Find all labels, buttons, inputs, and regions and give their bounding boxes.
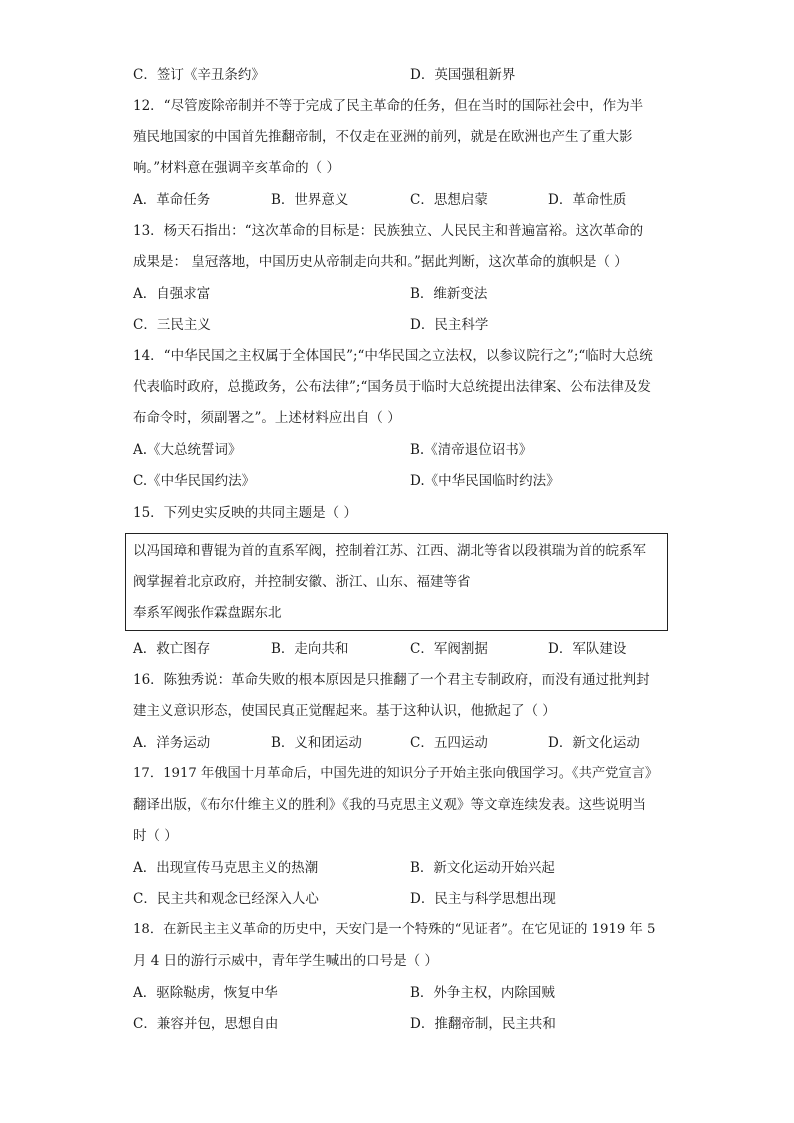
q15-stem-line-1: 15．下列史实反映的共同主题是（ ） bbox=[133, 505, 357, 521]
q11-option-c: C．签订《辛丑条约》 bbox=[133, 67, 265, 83]
q11-option-d: D．英国强租新界 bbox=[410, 67, 516, 83]
q16-option-b: B．义和团运动 bbox=[271, 735, 362, 751]
q14-stem-line-1: 14．“中华民国之主权属于全体国民”;“中华民国之立法权，以参议院行之”;“临时大总统 bbox=[133, 348, 653, 364]
q18-stem-line-1: 18．在新民主主义革命的历史中，天安门是一个特殊的“见证者”。在它见证的 1919 年 5 bbox=[133, 922, 656, 937]
q14-stem-line-3: 布命令时，须副署之”。上述材料应出自（ ） bbox=[133, 410, 401, 426]
q15-option-c: C．军阀割据 bbox=[410, 641, 488, 657]
q13-stem-line-2: 成果是： 皇冠落地，中国历史从帝制走向共和。”据此判断，这次革命的旗帜是（ ） bbox=[133, 254, 628, 270]
q17-option-b: B．新文化运动开始兴起 bbox=[410, 860, 555, 876]
q16-option-d: D．新文化运动 bbox=[548, 735, 640, 751]
q13-option-d: D．民主科学 bbox=[410, 317, 489, 333]
q15-material-box bbox=[125, 533, 668, 631]
q12-stem-line-1: 12．“尽管废除帝制并不等于完成了民主革命的任务，但在当时的国际社会中，作为半 bbox=[133, 98, 644, 114]
q12-stem-line-2: 殖民地国家的中国首先推翻帝制，不仅走在亚洲的前列，就是在欧洲也产生了重大影 bbox=[133, 129, 633, 145]
q16-stem-line-2: 建主义意识形态，使国民真正觉醒起来。基于这种认识，他掀起了（ ） bbox=[133, 703, 556, 719]
q14-option-c: C.《中华民国约法》 bbox=[133, 473, 256, 489]
q13-option-b: B．维新变法 bbox=[410, 286, 488, 302]
q18-option-b: B．外争主权，内除国贼 bbox=[410, 985, 555, 1001]
q14-stem-line-2: 代表临时政府，总揽政务，公布法律”;“国务员于临时大总统提出法律案、公布法律及发 bbox=[133, 379, 651, 395]
q12-option-d: D．革命性质 bbox=[548, 192, 627, 208]
q18-option-d: D．推翻帝制，民主共和 bbox=[410, 1016, 556, 1032]
q18-option-c: C．兼容并包，思想自由 bbox=[133, 1016, 279, 1032]
q13-option-c: C．三民主义 bbox=[133, 317, 211, 333]
q14-option-a: A.《大总统誓词》 bbox=[133, 442, 242, 458]
q17-option-a: A．出现宣传马克思主义的热潮 bbox=[133, 860, 319, 876]
q16-option-a: A．洋务运动 bbox=[133, 735, 211, 751]
q17-stem-line-2: 翻译出版，《布尔什维主义的胜利》《我的马克思主义观》等文章连续发表。这些说明当 bbox=[133, 797, 646, 813]
q12-option-b: B．世界意义 bbox=[271, 192, 349, 208]
q17-option-c: C．民主共和观念已经深入人心 bbox=[133, 891, 319, 907]
q18-option-a: A．驱除鞑虏，恢复中华 bbox=[133, 985, 278, 1001]
q14-option-b: B.《清帝退位诏书》 bbox=[410, 442, 533, 458]
q17-stem-line-1: 17．1917 年俄国十月革命后，中国先进的知识分子开始主张向俄国学习。《共产党宣言》 bbox=[133, 766, 659, 781]
q15-option-d: D．军队建设 bbox=[548, 641, 627, 657]
q15-option-a: A．救亡图存 bbox=[133, 641, 211, 657]
q14-option-d: D.《中华民国临时约法》 bbox=[410, 473, 560, 489]
q15-material-line-2: 阀掌握着北京政府，并控制安徽、浙江、山东、福建等省 bbox=[133, 574, 471, 590]
q15-material-line-3: 奉系军阀张作霖盘踞东北 bbox=[133, 605, 282, 621]
q13-stem-line-1: 13．杨天石指出：“这次革命的目标是：民族独立、人民民主和普遍富裕。这次革命的 bbox=[133, 223, 644, 239]
q17-option-d: D．民主与科学思想出现 bbox=[410, 891, 556, 907]
q15-option-b: B．走向共和 bbox=[271, 641, 349, 657]
q16-stem-line-1: 16．陈独秀说：革命失败的根本原因是只推翻了一个君主专制政府，而没有通过批判封 bbox=[133, 672, 650, 688]
q12-option-a: A．革命任务 bbox=[133, 192, 211, 208]
q16-option-c: C．五四运动 bbox=[410, 735, 488, 751]
q13-option-a: A．自强求富 bbox=[133, 286, 211, 302]
q18-stem-line-2: 月 4 日的游行示威中，青年学生喊出的口号是（ ） bbox=[133, 953, 438, 969]
q15-material-line-1: 以冯国璋和曹锟为首的直系军阀，控制着江苏、江西、湖北等省以段祺瑞为首的皖系军 bbox=[133, 543, 646, 559]
q17-stem-line-3: 时（ ） bbox=[133, 828, 178, 844]
q12-stem-line-3: 响。”材料意在强调辛亥革命的（ ） bbox=[133, 160, 340, 176]
q12-option-c: C．思想启蒙 bbox=[410, 192, 488, 208]
